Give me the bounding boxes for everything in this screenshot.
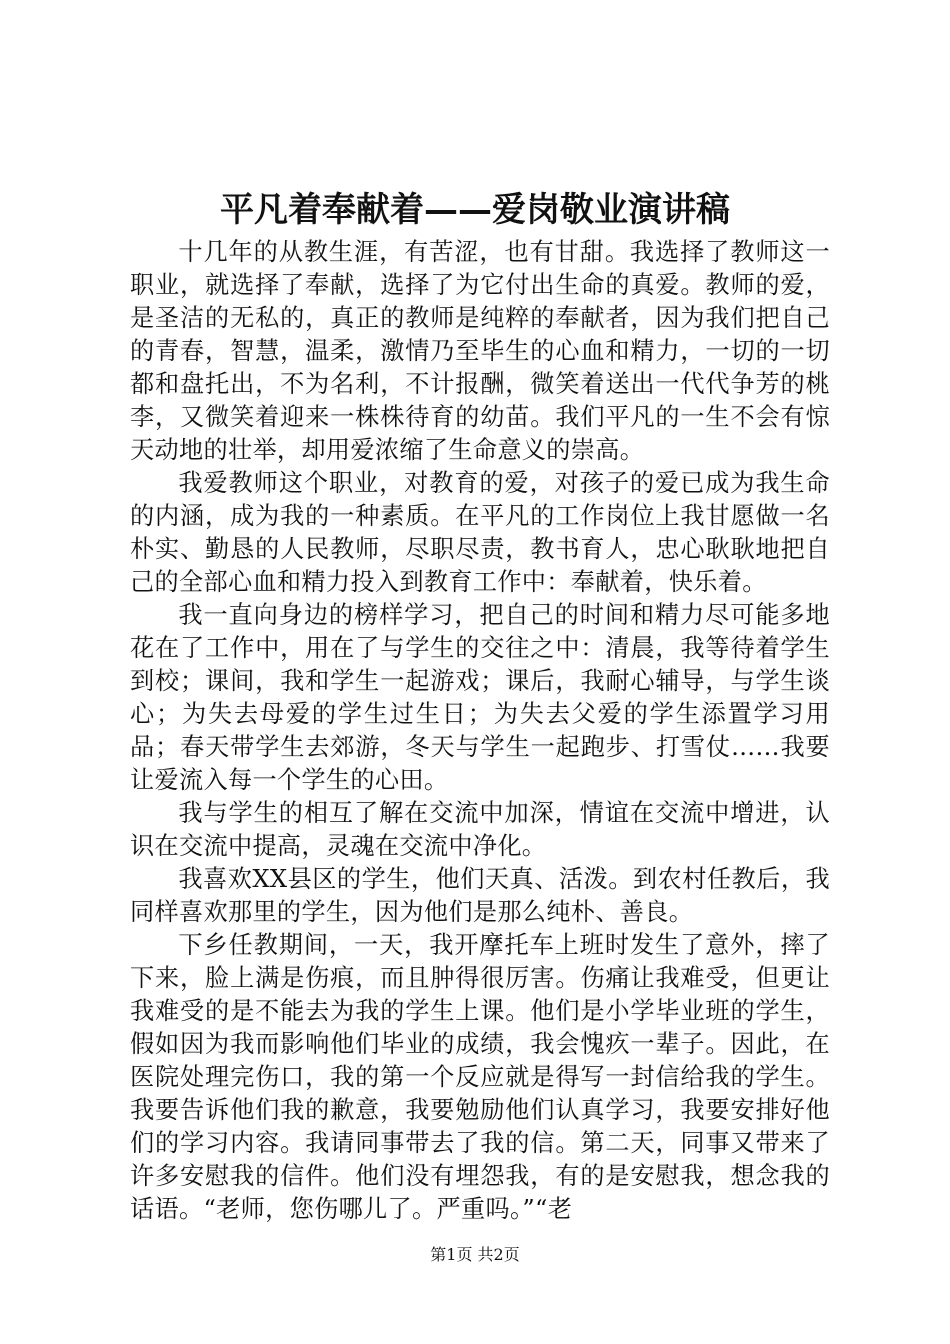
paragraph: 我一直向身边的榜样学习，把自己的时间和精力尽可能多地花在了工作中，用在了与学生的交往之中：清晨，我等待着学生到校；课间，我和学生一起游戏；课后，我耐心辅导，与学生谈心；为失去母爱的学生过生日；为失去父爱的学生添置学习用品；春天带学生去郊游，冬天与学生一起跑步、打雪仗……我要让爱流入每一个学生的心田。 xyxy=(130,601,830,794)
paragraph: 下乡任教期间，一天，我开摩托车上班时发生了意外，摔了下来，脸上满是伤痕，而且肿得很厉害。伤痛让我难受，但更让我难受的是不能去为我的学生上课。他们是小学毕业班的学生，假如因为我而影响他们毕业的成绩，我会愧疚一辈子。因此，在医院处理完伤口，我的第一个反应就是得写一封信给我的学生。我要告诉他们我的歉意，我要勉励他们认真学习，我要安排好他们的学习内容。我请同事带去了我的信。第二天，同事又带来了许多安慰我的信件。他们没有埋怨我，有的是安慰我，想念我的话语。“老师，您伤哪儿了。严重吗。”“老 xyxy=(130,931,830,1223)
document-title: 平凡着奉献着——爱岗敬业演讲稿 xyxy=(220,190,730,230)
document-body xyxy=(130,236,830,1226)
page-footer: 第1页 共2页 xyxy=(430,1245,520,1264)
paragraph: 十几年的从教生涯，有苦涩，也有甘甜。我选择了教师这一职业，就选择了奉献，选择了为它付出生命的真爱。教师的爱，是圣洁的无私的，真正的教师是纯粹的奉献者，因为我们把自己的青春，智慧，温柔，激情乃至毕生的心血和精力，一切的一切都和盘托出，不为名利，不计报酬，微笑着送出一代代争芳的桃李，又微笑着迎来一株株待育的幼苗。我们平凡的一生不会有惊天动地的壮举，却用爱浓缩了生命意义的崇高。 xyxy=(130,238,830,464)
paragraph: 我与学生的相互了解在交流中加深，情谊在交流中增进，认识在交流中提高，灵魂在交流中净化。 xyxy=(130,799,830,860)
paragraph: 我爱教师这个职业，对教育的爱，对孩子的爱已成为我生命的内涵，成为我的一种素质。在平凡的工作岗位上我甘愿做一名朴实、勤恳的人民教师，尽职尽责，教书育人，忠心耿耿地把自己的全部心血和精力投入到教育工作中：奉献着，快乐着。 xyxy=(130,469,830,596)
paragraph: 我喜欢XX县区的学生，他们天真、活泼。到农村任教后，我同样喜欢那里的学生，因为他们是那么纯朴、善良。 xyxy=(130,865,830,926)
